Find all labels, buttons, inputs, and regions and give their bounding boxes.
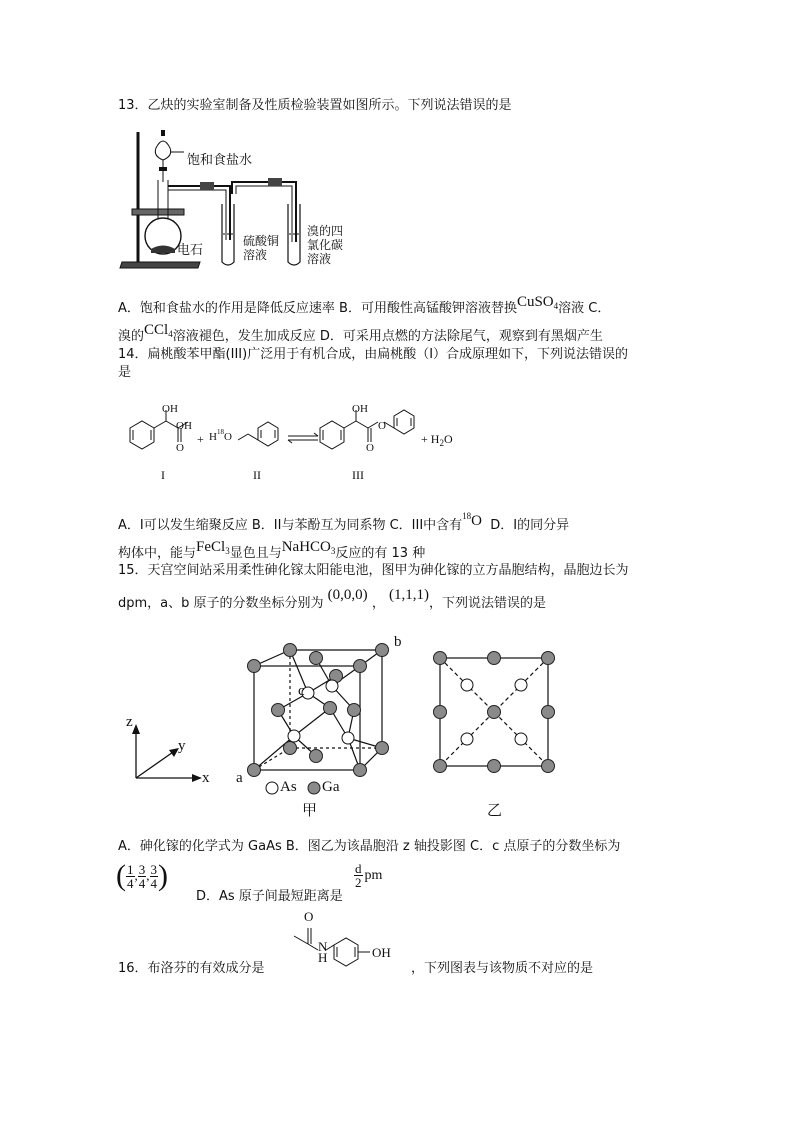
- q13-label-tube2-line1: 溴的四: [307, 224, 344, 238]
- q15-option-d-frac-n: d: [355, 861, 362, 876]
- q15-comma: ，: [371, 596, 385, 611]
- q13-label-tube2: [307, 224, 343, 266]
- q14-label-I: I: [161, 468, 165, 482]
- q14-formula-fecl3-main: FeCl: [196, 539, 226, 555]
- q14-o3: O: [378, 420, 386, 432]
- q15-option-d-text: D．As 原子间最短距离是: [196, 889, 343, 904]
- q16-stem-b: ，下列图表与该物质不对应的是: [411, 961, 594, 976]
- q14-label-III: III: [352, 468, 364, 482]
- q14-label-II: II: [253, 468, 261, 482]
- q15-stem-line2-b: ，下列说法错误的是: [428, 596, 546, 611]
- q15-option-d-frac: [354, 862, 363, 889]
- q16-mol-nh: [318, 941, 327, 963]
- q13-formula-ccl4-sub: 4: [168, 329, 173, 339]
- q15-label-b: b: [394, 634, 402, 650]
- q14-stem-line2: 是: [118, 365, 132, 380]
- q15-axis-z: z: [126, 714, 133, 730]
- q14-formula-fecl3: [196, 539, 230, 555]
- q13-apparatus-figure: [118, 122, 338, 272]
- q15-axis-y: y: [178, 738, 186, 754]
- q14-options-line2-b: 显色且与: [229, 546, 282, 561]
- q13-options-line2-a: 溴的: [118, 329, 145, 344]
- q16-stem-a: 16．布洛芬的有效成分是: [118, 961, 265, 976]
- q14-options-line1: [118, 511, 570, 535]
- q15-coord-b: (1,1,1): [388, 587, 429, 603]
- q13-options-line1: [118, 294, 611, 318]
- q14-stem-line1: 14．扁桃酸苯甲酯(III)广泛用于有机合成，由扁桃酸（I）合成原理如下，下列说法错误的: [118, 347, 629, 362]
- q15-option-d-frac-d: 2: [355, 875, 362, 890]
- q16-mol-h: H: [318, 950, 328, 965]
- q15-option-d-unit: pm: [364, 867, 383, 883]
- q14-h18o-sup: 18: [216, 428, 224, 436]
- q13-stem: 13．乙炔的实验室制备及性质检验装置如图所示。下列说法错误的是: [118, 98, 512, 113]
- q14-h2o-sub: 2: [439, 438, 444, 448]
- q15-coord-c-n2: 3: [138, 861, 146, 877]
- q13-label-tube1: [243, 234, 279, 262]
- q13-options-line2-b: 溶液褪色，发生加成反应 D．可采用点燃的方法除尾气，观察到有黑烟产生: [172, 329, 603, 344]
- q14-h2o-h: + H: [421, 432, 440, 446]
- q15-options-line1: A．砷化镓的化学式为 GaAs B．图乙为该晶胞沿 z 轴投影图 C．c 点原子的分数坐标为: [118, 839, 621, 854]
- q14-oh3: OH: [352, 403, 368, 415]
- q13-label-tube1-line1: 硫酸铜: [243, 234, 280, 248]
- q14-isotope-18o: [462, 513, 482, 529]
- q15-axis-x: x: [202, 770, 210, 786]
- q15-stem-line1: 15．天宫空间站采用柔性砷化镓太阳能电池，图甲为砷化镓的立方晶胞结构，晶胞边长为: [118, 563, 629, 578]
- q13-options-line1-b: 溶液 C．: [558, 301, 611, 316]
- q15-option-d-value: [354, 862, 382, 889]
- q15-coord-c-frac1: [126, 863, 135, 890]
- q13-options-line1-a: A．饱和食盐水的作用是降低反应速率 B．可用酸性高锰酸钾溶液替换: [118, 301, 517, 316]
- q14-options-line1-a: A．I可以发生缩聚反应 B．II与苯酚互为同系物 C．III中含有: [118, 518, 463, 533]
- q14-options-line2-c: 反应的有 13 种: [335, 546, 426, 561]
- q14-h18o: [209, 428, 232, 443]
- q15-label-a: a: [236, 770, 243, 786]
- q14-options-line2: [118, 539, 426, 563]
- q15-coord-c-d2: 4: [138, 875, 146, 891]
- q15-coord-c-n3: 3: [150, 861, 157, 877]
- q13-formula-ccl4: [144, 322, 173, 338]
- q13-label-flask: 电石: [177, 243, 204, 258]
- q16-mol-oh: OH: [372, 945, 391, 960]
- q14-formula-nahco3-main: NaHCO: [281, 539, 331, 555]
- q13-label-tube2-line3: 溶液: [307, 252, 332, 266]
- q14-plus1: +: [197, 432, 204, 446]
- q15-legend-as: As: [280, 779, 297, 795]
- q14-options-line1-b: D．I的同分异: [490, 518, 570, 533]
- q13-label-tube1-line2: 溶液: [243, 248, 268, 262]
- q15-coord-c-d3: 4: [150, 875, 157, 891]
- q14-oh2: OH: [176, 420, 192, 432]
- q14-o2: O: [366, 442, 374, 454]
- q14-o1: O: [176, 442, 184, 454]
- q15-stem-line2: [118, 587, 546, 613]
- q14-h18o-o: O: [223, 431, 232, 443]
- q13-formula-cuso4-sub: 4: [553, 301, 559, 311]
- q15-crystal-figure: [118, 628, 578, 828]
- legend-ga-marker: [308, 782, 320, 794]
- q15-coord-c-frac2: [138, 863, 147, 890]
- q14-h2o-o: O: [443, 432, 453, 446]
- q13-formula-cuso4: [517, 294, 558, 310]
- q14-h2o: [421, 432, 453, 447]
- q14-oh1: OH: [162, 403, 178, 415]
- q14-options-line2-a: 构体中，能与: [118, 546, 197, 561]
- q15-stem-line2-a: dpm，a、b 原子的分数坐标分别为: [118, 596, 324, 611]
- q15-label-c: c: [298, 683, 305, 699]
- ga-atoms: [248, 644, 389, 777]
- q14-formula-nahco3: [282, 539, 336, 555]
- q15-legend-ga: Ga: [322, 779, 340, 795]
- q16-mol-n: N: [318, 939, 328, 954]
- q15-option-d: [196, 888, 343, 906]
- q13-formula-ccl4-main: CCl: [144, 322, 169, 338]
- q13-label-funnel: 饱和食盐水: [187, 153, 253, 168]
- q14-h18o-h: H: [209, 431, 217, 443]
- q15-coord-c-n1: 1: [127, 861, 134, 877]
- q13-formula-cuso4-main: CuSO: [516, 294, 554, 310]
- legend-as-marker: [266, 782, 278, 794]
- q14-isotope-sup: 18: [462, 511, 472, 521]
- q14-isotope-o: O: [471, 513, 483, 529]
- q14-formula-fecl3-sub: 3: [225, 546, 230, 556]
- q15-coord-a: (0,0,0): [327, 587, 368, 603]
- q15-label-yi: 乙: [487, 801, 503, 819]
- q15-coord-c-frac3: [150, 863, 159, 890]
- q13-options-line2: [118, 322, 603, 346]
- q16-mol-o: O: [304, 909, 314, 924]
- q13-label-tube2-line2: 氯化碳: [307, 238, 344, 252]
- q15-label-jia: 甲: [302, 801, 318, 819]
- y-axis: [136, 750, 176, 778]
- q15-coord-c: ( $\frac{1}{4}$ , $\frac{3}{4}$ , $\frac{3}{4}$ ): [116, 859, 168, 892]
- q15-coord-c-d1: 4: [127, 875, 134, 891]
- q14-formula-nahco3-sub: 3: [330, 546, 336, 556]
